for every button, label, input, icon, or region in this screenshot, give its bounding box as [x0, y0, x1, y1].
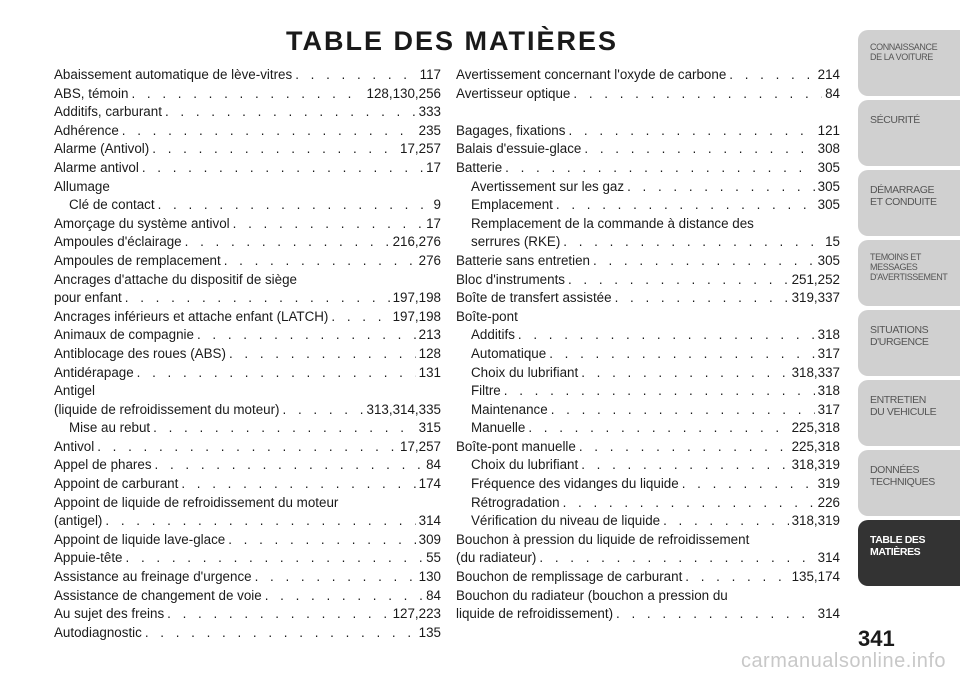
dot-leader [581, 364, 788, 383]
entry-label: Ampoules de remplacement [54, 252, 221, 268]
entry-page-ref[interactable]: 317 [817, 401, 840, 417]
entry-label: Antivol [54, 438, 95, 454]
index-heading: Appoint de liquide de refroidissement du moteur [54, 494, 339, 510]
index-column-left [54, 66, 441, 642]
dot-leader [663, 512, 789, 531]
entry-page-ref[interactable]: 251,252 [791, 271, 840, 287]
dot-leader [593, 252, 815, 271]
entry-label: Balais d'essuie-glace [456, 141, 582, 157]
entry-label: serrures (RKE) [471, 234, 561, 250]
index-entry [456, 549, 840, 568]
index-heading: Boîte-pont [456, 308, 518, 324]
entry-label: Alarme antivol [54, 159, 139, 175]
index-entry [54, 531, 441, 550]
index-entry [456, 85, 840, 104]
index-entry [54, 456, 441, 475]
entry-page-ref[interactable]: 135,174 [791, 569, 840, 585]
entry-label: Choix du lubrifiant [471, 364, 579, 380]
index-entry [54, 215, 441, 234]
index-entry [54, 252, 441, 271]
index-entry [54, 475, 441, 494]
index-entry [54, 401, 441, 420]
dot-leader [563, 233, 822, 252]
entry-label: Manuelle [471, 420, 526, 436]
index-subentry [456, 345, 840, 364]
entry-page-ref[interactable]: 121 [817, 122, 840, 138]
dot-leader [224, 252, 416, 271]
entry-page-ref[interactable]: 319,337 [791, 290, 840, 306]
dot-leader [682, 475, 815, 494]
entry-page-ref[interactable]: 197,198 [392, 308, 441, 324]
entry-page-ref[interactable]: 235 [418, 122, 441, 138]
dot-leader [283, 401, 364, 420]
entry-page-ref[interactable]: 318 [817, 327, 840, 343]
index-heading: Bouchon du radiateur (bouchon a pression du [456, 587, 728, 603]
entry-label: Bagages, fixations [456, 122, 566, 138]
section-tab-label: DONNÉES TECHNIQUES [870, 464, 935, 488]
dot-leader [197, 326, 416, 345]
index-entry [456, 140, 840, 159]
section-tab[interactable] [858, 310, 960, 376]
entry-label: Choix du lubrifiant [471, 457, 579, 473]
entry-page-ref[interactable]: 318,319 [791, 513, 840, 529]
entry-page-ref[interactable]: 226 [817, 494, 840, 510]
entry-label: Appel de phares [54, 457, 152, 473]
dot-leader [181, 475, 415, 494]
dot-leader [551, 401, 815, 420]
entry-page-ref[interactable]: 84 [825, 85, 840, 101]
entry-label: liquide de refroidissement) [456, 606, 614, 622]
entry-label: Ancrages inférieurs et attache enfant (LATCH) [54, 308, 329, 324]
dot-leader [729, 66, 814, 85]
section-tab[interactable] [858, 30, 960, 96]
entry-page-ref[interactable]: 313,314,335 [366, 401, 441, 417]
entry-label: (liquide de refroidissement du moteur) [54, 401, 280, 417]
entry-label: (du radiateur) [456, 550, 537, 566]
section-tab[interactable] [858, 520, 960, 586]
dot-leader [155, 456, 424, 475]
entry-label: Amorçage du système antivol [54, 215, 230, 231]
entry-label: Avertisseur optique [456, 85, 571, 101]
page-title: TABLE DES MATIÈRES [285, 26, 618, 56]
dot-leader [549, 345, 814, 364]
index-entry [54, 512, 441, 531]
entry-label: Maintenance [471, 401, 548, 417]
entry-page-ref[interactable]: 17 [426, 159, 441, 175]
section-tab[interactable] [858, 240, 960, 306]
index-entry [456, 438, 840, 457]
index-subentry [456, 456, 840, 475]
entry-label: Assistance au freinage d'urgence [54, 569, 252, 585]
entry-label: (antigel) [54, 513, 103, 529]
entry-page-ref[interactable]: 315 [418, 420, 441, 436]
entry-label: Automatique [471, 345, 547, 361]
entry-page-ref[interactable]: 55 [426, 550, 441, 566]
dot-leader [158, 196, 431, 215]
entry-page-ref[interactable]: 197,198 [392, 290, 441, 306]
entry-page-ref[interactable]: 318 [817, 383, 840, 399]
entry-label: Au sujet des freins [54, 606, 165, 622]
entry-label: Mise au rebut [69, 420, 151, 436]
entry-page-ref[interactable]: 318,337 [791, 364, 840, 380]
dot-leader [615, 289, 789, 308]
entry-label: Batterie [456, 159, 503, 175]
entry-page-ref[interactable]: 17,257 [400, 438, 441, 454]
entry-page-ref[interactable]: 225,318 [791, 420, 840, 436]
section-tab-label: DÉMARRAGE ET CONDUITE [870, 184, 937, 208]
index-subentry [456, 233, 840, 252]
index-subentry [54, 419, 441, 438]
index-subentry [456, 326, 840, 345]
dot-leader [233, 215, 423, 234]
dot-leader [627, 178, 815, 197]
index-entry [54, 85, 441, 104]
dot-leader [152, 140, 397, 159]
index-heading: Antigel [54, 383, 95, 399]
dot-leader [331, 308, 389, 327]
index-entry [54, 587, 441, 606]
dot-leader [505, 159, 815, 178]
dot-leader [685, 568, 788, 587]
entry-page-ref[interactable]: 117 [419, 67, 441, 82]
entry-label: Ampoules d'éclairage [54, 234, 182, 250]
entry-page-ref[interactable]: 9 [433, 197, 441, 213]
dot-leader [584, 140, 814, 159]
section-tab-label: SITUATIONS D'URGENCE [870, 324, 929, 348]
entry-label: Clé de contact [69, 197, 155, 213]
index-heading: Ancrages d'attache du dispositif de siège [54, 271, 297, 287]
watermark: carmanualsonline.info [740, 650, 946, 672]
index-subentry [456, 401, 840, 420]
entry-label: Avertissement concernant l'oxyde de carbone [456, 67, 727, 82]
dot-leader [145, 624, 416, 643]
entry-label: Bloc d'instruments [456, 271, 565, 287]
index-entry [456, 66, 840, 85]
dot-leader [528, 419, 788, 438]
dot-leader [539, 549, 814, 568]
dot-leader [229, 345, 416, 364]
section-tab[interactable] [858, 100, 960, 166]
dot-leader [579, 438, 789, 457]
section-tab[interactable] [858, 450, 960, 516]
index-spacer [456, 103, 840, 122]
index-entry [54, 66, 441, 85]
entry-label: Autodiagnostic [54, 624, 142, 640]
index-subentry [456, 419, 840, 438]
entry-page-ref[interactable]: 174 [418, 476, 441, 492]
dot-leader [573, 85, 822, 104]
index-entry [54, 605, 441, 624]
dot-leader [165, 103, 416, 122]
section-tab-label: CONNAISSANCE DE LA VOITURE [870, 42, 938, 62]
index-subentry [456, 382, 840, 401]
entry-label: Appoint de liquide lave-glace [54, 531, 226, 547]
index-column-right [456, 66, 840, 624]
index-entry [54, 140, 441, 159]
dot-leader [125, 289, 390, 308]
dot-leader [556, 196, 815, 215]
entry-label: Emplacement [471, 197, 553, 213]
dot-leader [228, 531, 415, 550]
entry-page-ref[interactable]: 84 [426, 587, 441, 603]
entry-label: Appoint de carburant [54, 476, 179, 492]
section-tab[interactable] [858, 170, 960, 236]
entry-label: pour enfant [54, 290, 122, 306]
dot-leader [131, 85, 363, 104]
entry-page-ref[interactable]: 276 [418, 252, 441, 268]
entry-page-ref[interactable]: 314 [817, 550, 840, 566]
entry-page-ref[interactable]: 305 [817, 252, 840, 268]
dot-leader [142, 159, 423, 178]
index-entry [456, 605, 840, 624]
entry-label: Additifs, carburant [54, 104, 162, 120]
index-entry [54, 326, 441, 345]
section-tabs [858, 30, 960, 590]
index-entry [456, 289, 840, 308]
index-subentry [54, 196, 441, 215]
dot-leader [122, 122, 416, 141]
entry-page-ref[interactable]: 333 [418, 104, 441, 120]
dot-leader [518, 326, 815, 345]
index-subentry [456, 475, 840, 494]
entry-label: Rétrogradation [471, 494, 560, 510]
dot-leader [255, 568, 416, 587]
index-entry [54, 568, 441, 587]
entry-page-ref[interactable]: 305 [817, 178, 840, 194]
entry-label: Alarme (Antivol) [54, 141, 150, 157]
index-heading: Allumage [54, 178, 110, 194]
entry-page-ref[interactable]: 127,223 [392, 606, 441, 622]
section-tab-label: ENTRETIEN DU VEHICULE [870, 394, 937, 418]
section-tab-label: TEMOINS ET MESSAGES D'AVERTISSEMENT [870, 252, 948, 282]
dot-leader [265, 587, 423, 606]
entry-page-ref[interactable]: 318,319 [791, 457, 840, 473]
entry-page-ref[interactable]: 17 [426, 215, 441, 231]
entry-label: Fréquence des vidanges du liquide [471, 476, 679, 492]
entry-page-ref[interactable]: 305 [817, 197, 840, 213]
dot-leader [568, 122, 814, 141]
index-entry [456, 568, 840, 587]
dot-leader [105, 512, 415, 531]
entry-label: Boîte de transfert assistée [456, 290, 612, 306]
entry-label: Appuie-tête [54, 550, 123, 566]
entry-label: Boîte-pont manuelle [456, 438, 576, 454]
entry-page-ref[interactable]: 308 [817, 141, 840, 157]
dot-leader [504, 382, 815, 401]
index-entry [456, 271, 840, 290]
entry-label: Antidérapage [54, 364, 134, 380]
dot-leader [581, 456, 788, 475]
index-subentry [456, 512, 840, 531]
dot-leader [568, 271, 789, 290]
dot-leader [97, 438, 397, 457]
entry-page-ref[interactable]: 17,257 [400, 141, 441, 157]
index-subentry [456, 178, 840, 197]
entry-label: Bouchon de remplissage de carburant [456, 569, 683, 585]
dot-leader [295, 66, 416, 85]
dot-leader [185, 233, 390, 252]
index-subentry [456, 494, 840, 513]
entry-page-ref[interactable]: 128 [418, 345, 441, 361]
entry-page-ref[interactable]: 213 [418, 327, 441, 343]
index-entry [54, 345, 441, 364]
entry-label: Additifs [471, 327, 515, 343]
entry-page-ref[interactable]: 84 [426, 457, 441, 473]
entry-page-ref[interactable]: 314 [418, 513, 441, 529]
entry-page-ref[interactable]: 317 [817, 345, 840, 361]
section-tab[interactable] [858, 380, 960, 446]
entry-label: Batterie sans entretien [456, 252, 590, 268]
index-entry [54, 308, 441, 327]
dot-leader [126, 549, 424, 568]
index-subentry [456, 196, 840, 215]
entry-page-ref[interactable]: 130 [418, 569, 441, 585]
index-subentry [456, 364, 840, 383]
entry-page-ref[interactable]: 305 [817, 159, 840, 175]
entry-label: Assistance de changement de voie [54, 587, 262, 603]
index-entry [54, 122, 441, 141]
section-tab-label: TABLE DES MATIÈRES [870, 534, 926, 558]
entry-page-ref[interactable]: 225,318 [791, 438, 840, 454]
index-entry [456, 122, 840, 141]
dot-leader [153, 419, 416, 438]
index-entry [54, 364, 441, 383]
index-entry [456, 159, 840, 178]
dot-leader [563, 494, 815, 513]
entry-page-ref[interactable]: 135 [418, 624, 441, 640]
entry-label: Adhérence [54, 122, 119, 138]
dot-leader [616, 605, 815, 624]
index-entry [456, 252, 840, 271]
index-entry [54, 549, 441, 568]
entry-label: Filtre [471, 383, 501, 399]
entry-page-ref[interactable]: 131 [418, 364, 441, 380]
entry-page-ref[interactable]: 15 [825, 234, 840, 250]
entry-label: ABS, témoin [54, 85, 129, 101]
index-entry [54, 159, 441, 178]
index-entry [54, 289, 441, 308]
index-entry [54, 624, 441, 643]
entry-label: Animaux de compagnie [54, 327, 194, 343]
entry-page-ref[interactable]: 319 [817, 476, 840, 492]
page-number: 341 [858, 626, 895, 651]
section-tab-label: SÉCURITÉ [870, 114, 920, 126]
index-heading: Bouchon à pression du liquide de refroidissement [456, 531, 750, 547]
entry-label: Antiblocage des roues (ABS) [54, 345, 226, 361]
entry-label: Abaissement automatique de lève-vitres [54, 67, 293, 82]
dot-leader [137, 364, 416, 383]
dot-leader [167, 605, 389, 624]
index-entry [54, 103, 441, 122]
entry-page-ref[interactable]: 214 [817, 67, 840, 82]
entry-label: Vérification du niveau de liquide [471, 513, 661, 529]
entry-page-ref[interactable]: 309 [418, 531, 441, 547]
entry-label: Avertissement sur les gaz [471, 178, 625, 194]
entry-page-ref[interactable]: 314 [817, 606, 840, 622]
index-heading: Remplacement de la commande à distance des [471, 215, 754, 231]
index-entry [54, 438, 441, 457]
entry-page-ref[interactable]: 128,130,256 [366, 85, 441, 101]
entry-page-ref[interactable]: 216,276 [392, 234, 441, 250]
index-entry [54, 233, 441, 252]
